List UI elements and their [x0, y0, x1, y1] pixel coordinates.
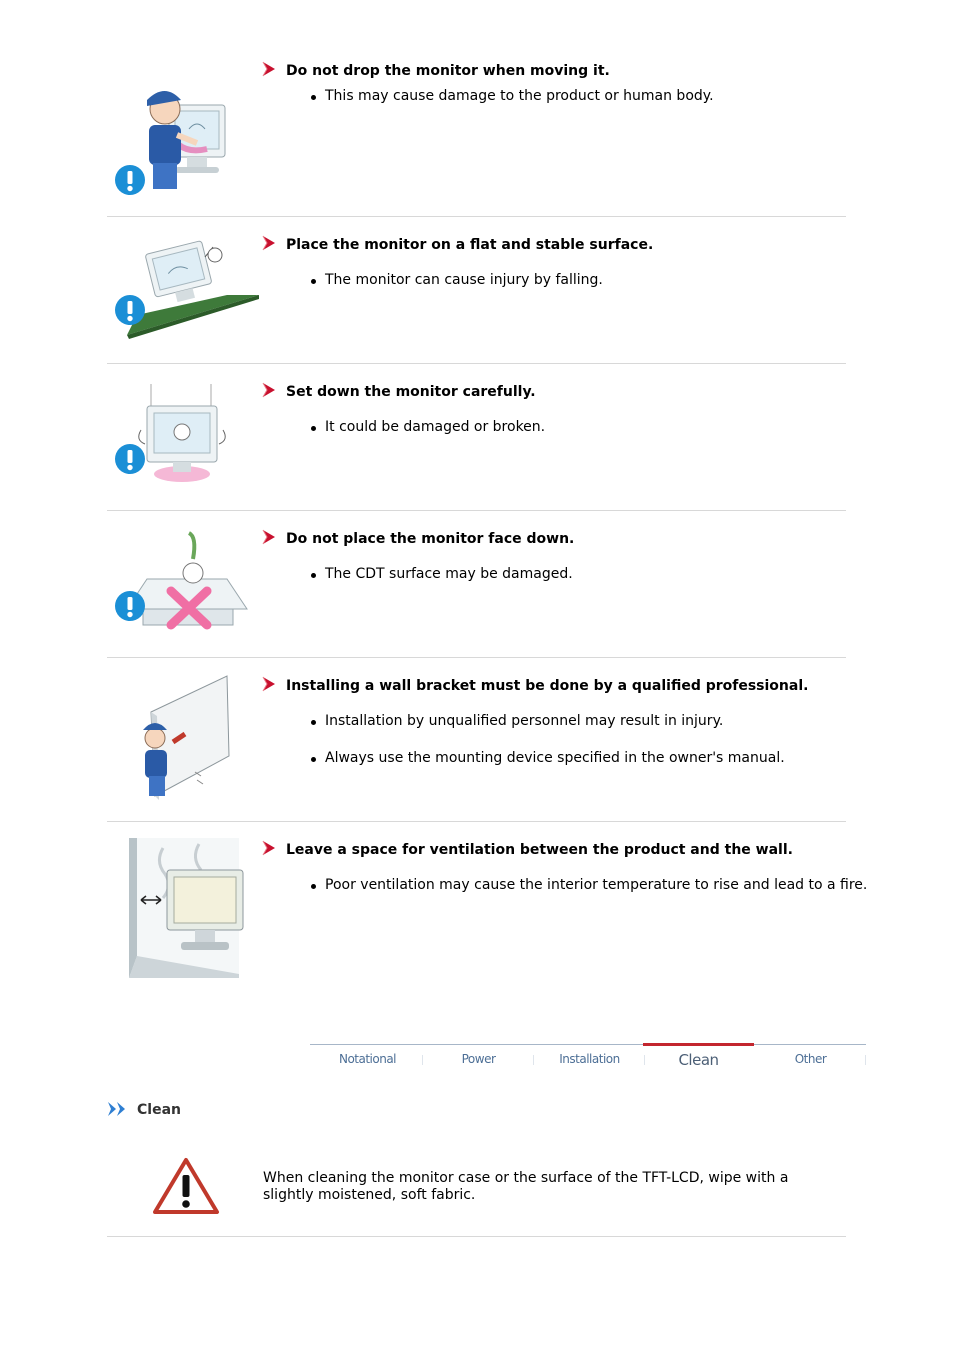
- section-title: Clean: [107, 1101, 181, 1118]
- precaution-bullets: [311, 566, 573, 583]
- precaution-heading: Do not drop the monitor when moving it.: [262, 61, 610, 79]
- red-arrow-icon: [262, 676, 276, 692]
- precaution-item-ventilation: [107, 822, 868, 982]
- monitor-face-down-crossed-illustration: [107, 529, 252, 634]
- precaution-item-flat-surface: [107, 217, 846, 363]
- precaution-heading: Leave a space for ventilation between the product and the wall.: [262, 840, 793, 858]
- precaution-heading: Set down the monitor carefully.: [262, 382, 536, 400]
- clean-instruction-text: When cleaning the monitor case or the surface of the TFT-LCD, wipe with a slightly moistened, soft fabric.: [263, 1170, 789, 1203]
- tab-power[interactable]: Power: [423, 1045, 534, 1075]
- warning-triangle-icon: [152, 1157, 220, 1215]
- tab-notational[interactable]: Notational: [312, 1045, 423, 1075]
- red-arrow-icon: [262, 61, 276, 77]
- worker-carrying-monitor-illustration: [107, 83, 257, 198]
- section-divider: [107, 1236, 846, 1237]
- precaution-heading: Place the monitor on a flat and stable surface.: [262, 235, 653, 253]
- bullet-item: The monitor can cause injury by falling.: [311, 272, 603, 289]
- precaution-bullets: [311, 419, 545, 436]
- precaution-bullets: [311, 272, 603, 289]
- precaution-item-drop: [107, 55, 846, 215]
- precaution-heading: Installing a wall bracket must be done by a qualified professional.: [262, 676, 808, 694]
- red-arrow-icon: [262, 382, 276, 398]
- red-arrow-icon: [262, 840, 276, 856]
- precaution-bullets: [311, 88, 714, 105]
- tab-other[interactable]: Other: [755, 1045, 866, 1075]
- precaution-item-face-down: [107, 511, 846, 657]
- bullet-item: Always use the mounting device specified in the owner's manual.: [311, 750, 785, 767]
- precaution-bullets: [311, 877, 867, 894]
- bullet-item: Installation by unqualified personnel may result in injury.: [311, 713, 785, 730]
- bullet-item: The CDT surface may be damaged.: [311, 566, 573, 583]
- monitor-falling-off-table-illustration: [107, 237, 262, 342]
- bullet-item: This may cause damage to the product or human body.: [311, 88, 714, 105]
- bullet-item: It could be damaged or broken.: [311, 419, 545, 436]
- precaution-bullets: [311, 713, 785, 767]
- section-tabs: [310, 1044, 866, 1075]
- worker-installing-wall-bracket-illustration: [107, 672, 247, 804]
- monitor-ventilation-gap-illustration: [107, 838, 247, 980]
- monitor-set-down-by-hands-illustration: [107, 380, 247, 488]
- precaution-heading: Do not place the monitor face down.: [262, 529, 574, 547]
- tab-installation[interactable]: Installation: [534, 1045, 645, 1075]
- precaution-item-set-down: [107, 364, 846, 510]
- bullet-item: Poor ventilation may cause the interior temperature to rise and lead to a fire.: [311, 877, 867, 894]
- tab-clean[interactable]: Clean: [643, 1043, 754, 1076]
- double-chevron-icon: [107, 1101, 129, 1117]
- precaution-item-wall-bracket: [107, 658, 846, 821]
- red-arrow-icon: [262, 235, 276, 251]
- red-arrow-icon: [262, 529, 276, 545]
